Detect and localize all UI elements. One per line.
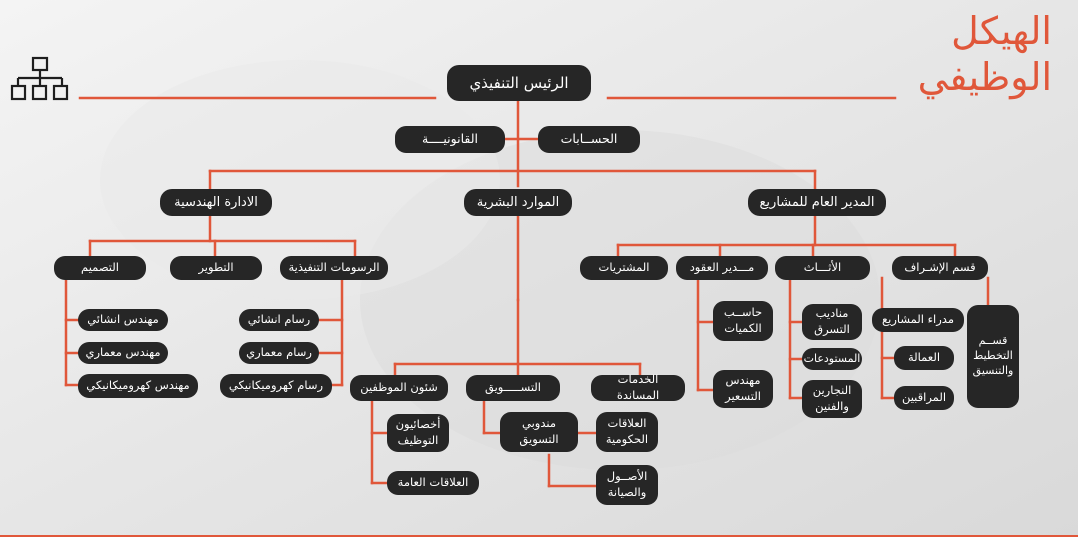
- node-warehouses: المستودعات: [802, 348, 862, 370]
- node-architectural-drafter: رسام معماري: [239, 342, 319, 364]
- node-structural-engineer: مهندس انشائي: [78, 309, 168, 331]
- node-recruitment: أخصائيون التوظيف: [387, 414, 449, 452]
- node-procurement-delegates: مناديب التسرق: [802, 304, 862, 340]
- node-supervisors: المراقبين: [894, 386, 954, 410]
- node-engineering: الادارة الهندسية: [160, 189, 272, 216]
- node-structural-drafter: رسام انشائي: [239, 309, 319, 331]
- node-furniture: الأثـــاث: [775, 256, 870, 280]
- node-ceo: الرئيس التنفيذي: [447, 65, 591, 101]
- node-carpenters: النجارين والفنين: [802, 380, 862, 418]
- node-hr: الموارد البشرية: [464, 189, 572, 216]
- node-design: التصميم: [54, 256, 146, 280]
- node-legal: القانونيــــة: [395, 126, 505, 153]
- node-pricing-engineer: مهندس التسعير: [713, 370, 773, 408]
- node-purchases: المشتريات: [580, 256, 668, 280]
- node-employee-affairs: شئون الموظفين: [350, 375, 448, 401]
- page-title: الهيكل الوظيفي: [917, 9, 1052, 100]
- node-development: التطوير: [170, 256, 262, 280]
- node-contracts-manager: مـــدير العقود: [676, 256, 768, 280]
- node-architectural-engineer: مهندس معماري: [78, 342, 168, 364]
- node-marketing: التســـــويق: [466, 375, 560, 401]
- node-project-managers: مدراء المشاريع: [872, 308, 964, 332]
- node-gm-projects: المدير العام للمشاريع: [748, 189, 886, 216]
- node-assets-maintenance: الأصــول والصيانة: [596, 465, 658, 505]
- org-chart-icon: [10, 56, 70, 102]
- node-mep-engineer: مهندس كهروميكانيكي: [78, 374, 198, 398]
- node-labor: العمالة: [894, 346, 954, 370]
- node-supervision: قسم الإشـراف: [892, 256, 988, 280]
- node-mep-drafter: رسام كهروميكانيكي: [220, 374, 332, 398]
- node-accounts: الحســابات: [538, 126, 640, 153]
- node-planning: قســم التخطيط والتنسيق: [967, 305, 1019, 408]
- node-gov-relations: العلاقات الحكومية: [596, 412, 658, 452]
- node-support-services: الخدمات المساندة: [591, 375, 685, 401]
- node-public-relations: العلاقات العامة: [387, 471, 479, 495]
- node-marketing-reps: مندوبي التسويق: [500, 412, 578, 452]
- node-shop-drawings: الرسومات التنفيذية: [280, 256, 388, 280]
- node-quantity-surveyor: حاســب الكميات: [713, 301, 773, 341]
